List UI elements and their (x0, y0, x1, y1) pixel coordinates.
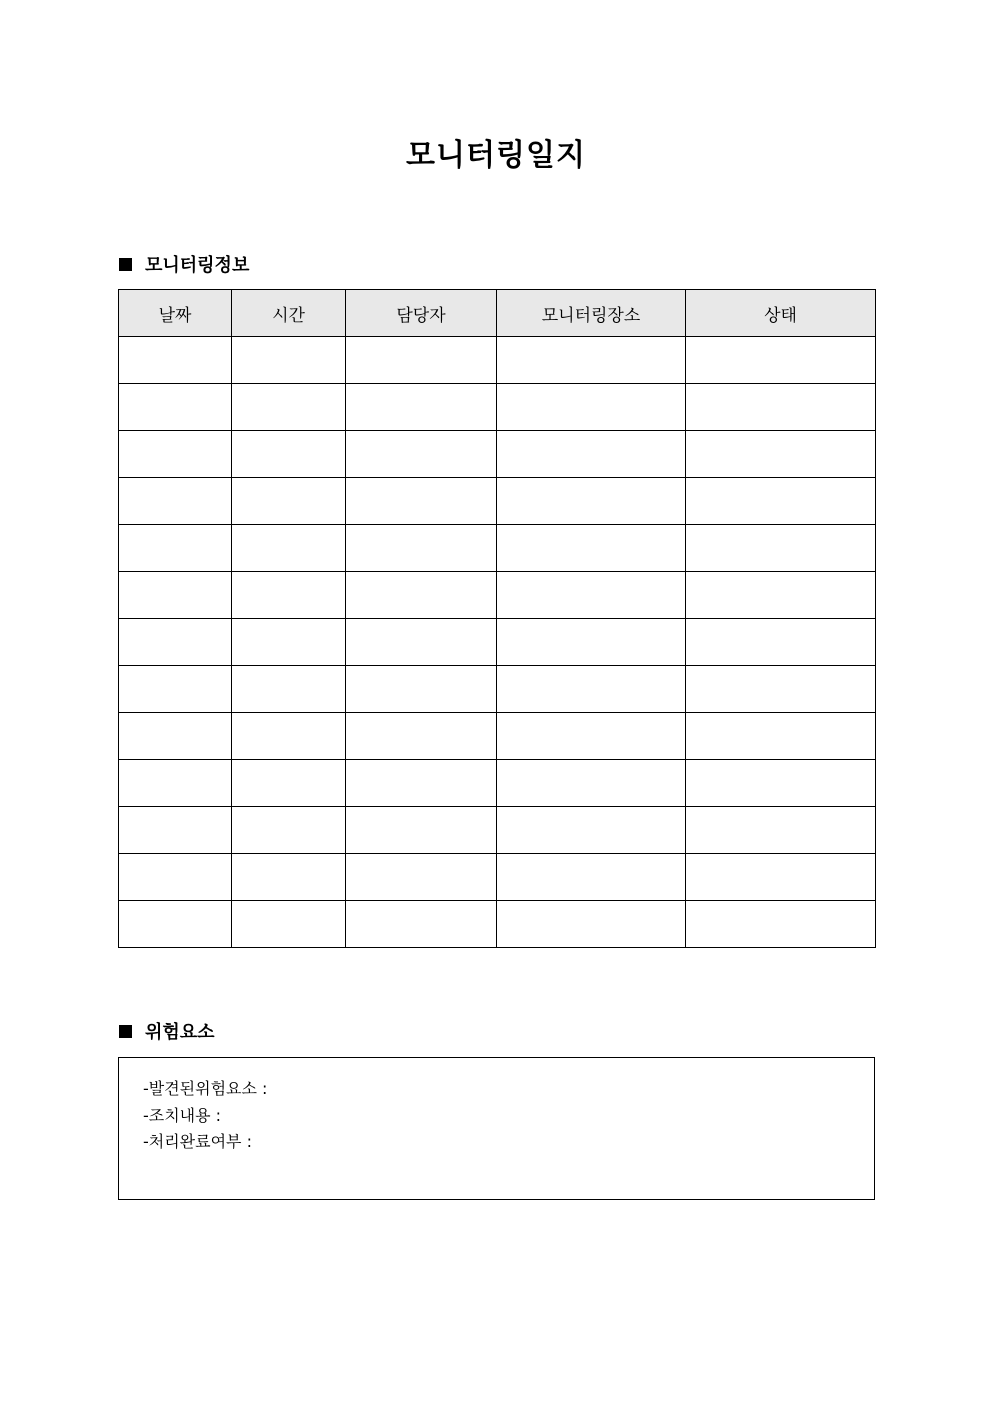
column-header-location: 모니터링장소 (497, 290, 686, 337)
table-cell-manager[interactable] (346, 619, 497, 666)
table-cell-time[interactable] (232, 901, 346, 948)
table-row (119, 854, 876, 901)
column-header-status: 상태 (686, 290, 876, 337)
table-cell-date[interactable] (119, 854, 232, 901)
table-cell-status[interactable] (686, 525, 876, 572)
table-cell-date[interactable] (119, 337, 232, 384)
risk-line-action-taken: -조치내용 : (143, 1105, 222, 1125)
table-cell-status[interactable] (686, 854, 876, 901)
table-cell-date[interactable] (119, 384, 232, 431)
table-cell-date[interactable] (119, 572, 232, 619)
table-cell-location[interactable] (497, 854, 686, 901)
table-cell-location[interactable] (497, 431, 686, 478)
table-row (119, 384, 876, 431)
risk-factors-box (118, 1057, 875, 1200)
table-cell-date[interactable] (119, 478, 232, 525)
section-heading-label: 위험요소 (145, 1022, 215, 1043)
table-cell-manager[interactable] (346, 431, 497, 478)
table-cell-status[interactable] (686, 713, 876, 760)
table-cell-time[interactable] (232, 478, 346, 525)
table-row (119, 619, 876, 666)
table-cell-time[interactable] (232, 854, 346, 901)
table-cell-time[interactable] (232, 337, 346, 384)
risk-line-found-factors: -발견된위험요소 : (143, 1079, 268, 1098)
table-cell-time[interactable] (232, 525, 346, 572)
table-cell-manager[interactable] (346, 478, 497, 525)
table-cell-time[interactable] (232, 431, 346, 478)
table-cell-location[interactable] (497, 807, 686, 854)
table-row (119, 713, 876, 760)
monitoring-log-table (118, 289, 876, 948)
table-row (119, 572, 876, 619)
table-cell-time[interactable] (232, 807, 346, 854)
table-cell-time[interactable] (232, 619, 346, 666)
page-title: 모니터링일지 (406, 138, 586, 173)
table-cell-manager[interactable] (346, 713, 497, 760)
table-cell-location[interactable] (497, 666, 686, 713)
table-cell-manager[interactable] (346, 854, 497, 901)
column-header-time: 시간 (232, 290, 346, 337)
section-heading-label: 모니터링정보 (145, 255, 250, 276)
table-cell-date[interactable] (119, 807, 232, 854)
table-cell-date[interactable] (119, 525, 232, 572)
column-header-manager: 담당자 (346, 290, 497, 337)
table-cell-date[interactable] (119, 431, 232, 478)
table-row (119, 901, 876, 948)
table-cell-location[interactable] (497, 760, 686, 807)
square-bullet-icon (119, 1025, 132, 1038)
table-cell-manager[interactable] (346, 525, 497, 572)
table-cell-date[interactable] (119, 713, 232, 760)
table-cell-status[interactable] (686, 337, 876, 384)
table-cell-status[interactable] (686, 666, 876, 713)
table-cell-time[interactable] (232, 713, 346, 760)
section-heading-risk-factors (119, 1019, 215, 1043)
table-cell-status[interactable] (686, 478, 876, 525)
table-cell-status[interactable] (686, 807, 876, 854)
table-cell-manager[interactable] (346, 901, 497, 948)
table-row (119, 431, 876, 478)
column-header-date: 날짜 (119, 290, 232, 337)
table-cell-location[interactable] (497, 572, 686, 619)
risk-factors-lines (143, 1076, 267, 1156)
table-cell-status[interactable] (686, 384, 876, 431)
square-bullet-icon (119, 258, 132, 271)
table-row (119, 337, 876, 384)
table-row (119, 525, 876, 572)
table-cell-time[interactable] (232, 384, 346, 431)
table-cell-location[interactable] (497, 619, 686, 666)
table-cell-date[interactable] (119, 666, 232, 713)
table-cell-status[interactable] (686, 760, 876, 807)
table-cell-location[interactable] (497, 337, 686, 384)
table-cell-time[interactable] (232, 760, 346, 807)
table-cell-manager[interactable] (346, 384, 497, 431)
table-cell-manager[interactable] (346, 666, 497, 713)
table-cell-location[interactable] (497, 525, 686, 572)
table-cell-time[interactable] (232, 572, 346, 619)
table-cell-date[interactable] (119, 901, 232, 948)
table-cell-manager[interactable] (346, 807, 497, 854)
table-cell-status[interactable] (686, 619, 876, 666)
risk-line-completion-status: -처리완료여부 : (143, 1132, 252, 1151)
table-row (119, 760, 876, 807)
table-body (119, 337, 876, 948)
table-cell-status[interactable] (686, 431, 876, 478)
table-cell-date[interactable] (119, 760, 232, 807)
table-cell-manager[interactable] (346, 337, 497, 384)
table-cell-status[interactable] (686, 901, 876, 948)
table-header-row (119, 290, 876, 337)
table-cell-location[interactable] (497, 384, 686, 431)
section-heading-monitoring-info (119, 252, 249, 276)
table-cell-manager[interactable] (346, 760, 497, 807)
table-cell-time[interactable] (232, 666, 346, 713)
table-row (119, 807, 876, 854)
table-cell-manager[interactable] (346, 572, 497, 619)
table-cell-status[interactable] (686, 572, 876, 619)
table-cell-location[interactable] (497, 478, 686, 525)
table-row (119, 666, 876, 713)
table-cell-location[interactable] (497, 713, 686, 760)
table-cell-date[interactable] (119, 619, 232, 666)
table-row (119, 478, 876, 525)
table-cell-location[interactable] (497, 901, 686, 948)
